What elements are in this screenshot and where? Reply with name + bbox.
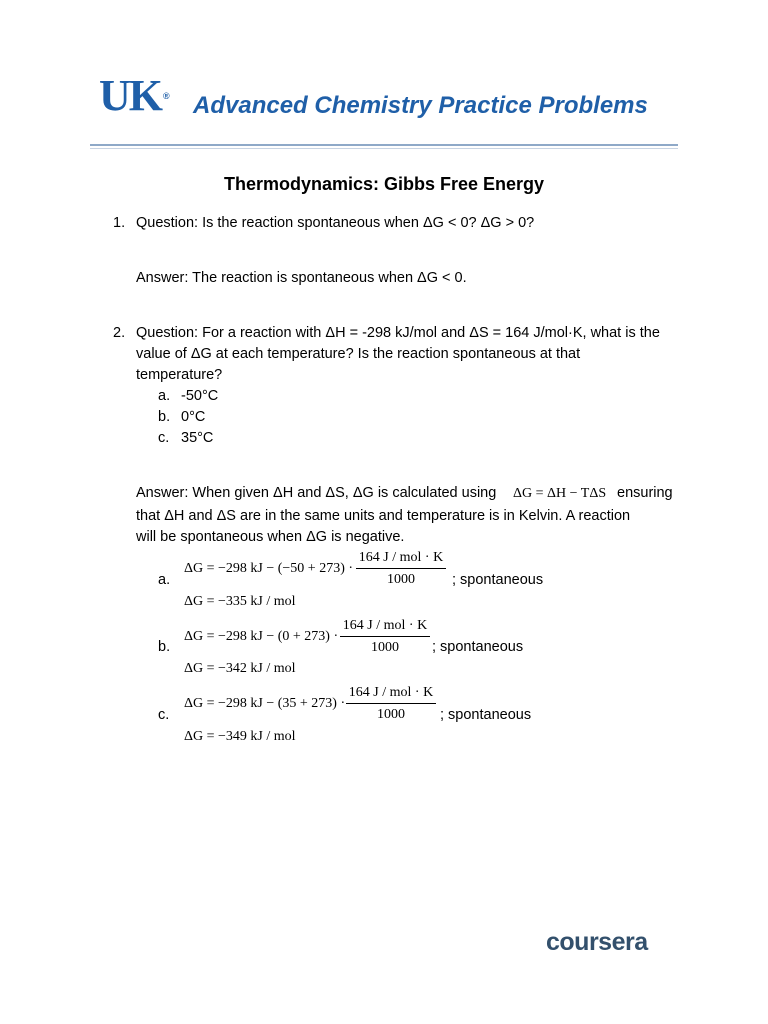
solution-b-result: ΔG = −342 kJ / mol	[184, 661, 296, 676]
solution-c-label: c.	[158, 707, 170, 723]
question-1-answer: Answer: The reaction is spontaneous when ΔG < 0.	[136, 270, 467, 286]
fraction-bar	[346, 703, 436, 704]
fraction-bar	[356, 568, 446, 569]
option-a-label: a.	[158, 388, 171, 404]
solution-b-denominator: 1000	[371, 640, 399, 655]
solution-c-fraction	[346, 684, 436, 724]
uk-logo-text: UK	[99, 71, 161, 120]
solution-a-label: a.	[158, 572, 171, 588]
option-b-label: b.	[158, 409, 171, 425]
coursera-logo: coursera	[546, 928, 648, 956]
page-header	[0, 0, 768, 160]
solution-b-expression: ΔG = −298 kJ − (0 + 273) ·	[184, 629, 339, 644]
answer-2-line-1: Answer: When given ΔH and ΔS, ΔG is calculated using	[136, 485, 497, 501]
solution-a-verdict: ; spontaneous	[452, 572, 544, 588]
gibbs-formula: ΔG = ΔH − TΔS	[513, 486, 607, 501]
option-a-text: -50°C	[181, 388, 219, 404]
solution-b-verdict: ; spontaneous	[432, 639, 524, 655]
solution-b-label: b.	[158, 639, 171, 655]
header-title: Advanced Chemistry Practice Problems	[193, 92, 648, 119]
solution-c-numerator: 164 J / mol · K	[348, 685, 434, 700]
uk-logo	[99, 71, 168, 120]
solution-c-expression: ΔG = −298 kJ − (35 + 273) ·	[184, 696, 346, 711]
option-b-text: 0°C	[181, 409, 206, 425]
solution-b-numerator: 164 J / mol · K	[342, 618, 428, 633]
header-divider-light	[90, 148, 678, 149]
option-c-text: 35°C	[181, 430, 214, 446]
solution-a-fraction	[356, 549, 446, 589]
question-2-line-1: Question: For a reaction with ΔH = -298 kJ/mol and ΔS = 164 J/mol·K, what is the	[136, 325, 660, 341]
solution-c-result: ΔG = −349 kJ / mol	[184, 729, 296, 744]
question-2-number: 2.	[113, 325, 126, 341]
solution-b-fraction	[340, 617, 430, 657]
answer-2-line-1-end: ensuring	[617, 485, 673, 501]
option-c-label: c.	[158, 430, 170, 446]
fraction-bar	[340, 636, 430, 637]
registered-mark: ®	[163, 91, 168, 101]
solution-a-numerator: 164 J / mol · K	[358, 550, 444, 565]
question-1-number: 1.	[113, 215, 126, 231]
document-title: Thermodynamics: Gibbs Free Energy	[223, 174, 545, 194]
answer-2-line-2: that ΔH and ΔS are in the same units and temperature is in Kelvin. A reaction	[136, 508, 631, 524]
question-2-line-3: temperature?	[136, 367, 223, 383]
header-divider	[90, 144, 678, 146]
solution-c-denominator: 1000	[377, 707, 405, 722]
answer-2-line-3: will be spontaneous when ΔG is negative.	[136, 529, 405, 545]
question-2-line-2: value of ΔG at each temperature? Is the reaction spontaneous at that	[136, 346, 581, 362]
solution-a-expression: ΔG = −298 kJ − (−50 + 273) ·	[184, 561, 354, 576]
solution-c-verdict: ; spontaneous	[440, 707, 532, 723]
solution-a-result: ΔG = −335 kJ / mol	[184, 594, 296, 609]
question-1-text: Question: Is the reaction spontaneous when ΔG < 0? ΔG > 0?	[136, 215, 535, 231]
solution-a-denominator: 1000	[387, 572, 415, 587]
